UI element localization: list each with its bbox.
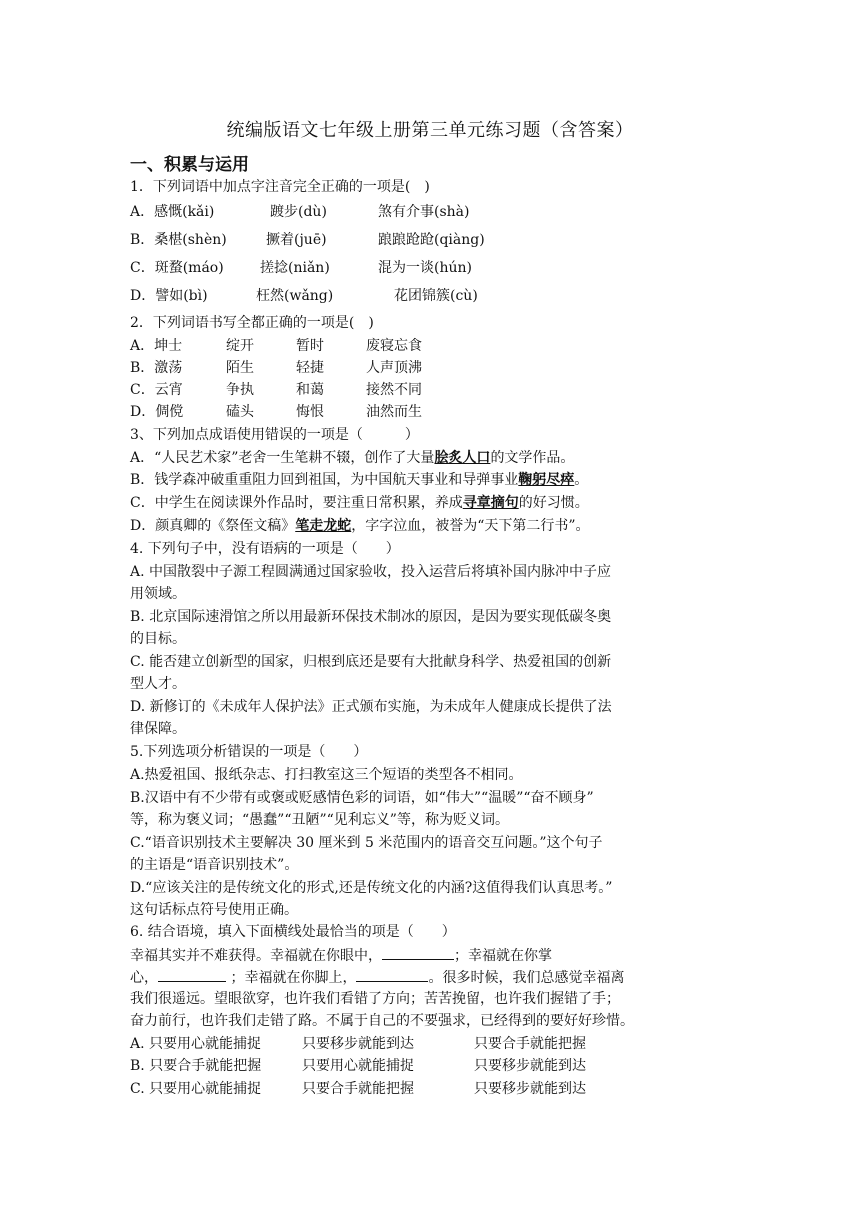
q5-option-a: A.热爱祖国、报纸杂志、打扫教室这三个短语的类型各不相同。 <box>130 767 523 783</box>
q2-b-4: 人声顶沸 <box>366 360 422 376</box>
q1-a-2: 踱步(dù) <box>270 204 327 220</box>
q4-stem: 4. 下列句子中，没有语病的一项是（ ） <box>130 541 400 557</box>
q1-option-b <box>130 230 485 250</box>
q6-p1-tail: ；幸福就在你掌 <box>454 948 552 964</box>
q3-c-idiom: 寻章摘句 <box>462 495 519 511</box>
q4-option-c-line1: C. 能否建立创新型的国家，归根到底还是要有大批献身科学、热爱祖国的创新 <box>130 654 612 670</box>
q6-passage-line3: 我们很遥远。望眼欲穿，也许我们看错了方向；苦苦挽留，也许我们握错了手； <box>130 991 620 1007</box>
q2-option-c <box>130 380 422 400</box>
q2-b-1: B．激荡 <box>130 360 183 376</box>
q6-p1-text: 幸福其实并不难获得。幸福就在你眼中， <box>130 948 382 964</box>
q2-a-1: A．坤士 <box>130 338 183 354</box>
q3-c-text: C．中学生在阅读课外作品时，要注重日常积累，养成 <box>130 495 463 511</box>
q5-option-c-line2: 的主语是“语音识别技术”。 <box>130 857 299 873</box>
q1-stem: 1．下列词语中加点字注音完全正确的一项是( ) <box>130 179 430 195</box>
q2-c-4: 接然不同 <box>366 382 422 398</box>
q2-a-2: 绽开 <box>226 338 254 354</box>
q6-a-1: A. 只要用心就能捕捉 <box>130 1036 262 1052</box>
q2-option-b <box>130 358 422 378</box>
q2-c-3: 和蔼 <box>296 382 324 398</box>
q2-option-d <box>130 402 422 422</box>
q3-c-tail: 的好习惯。 <box>518 495 589 511</box>
q4-option-c-line2: 型人才。 <box>130 676 186 692</box>
q4-option-b-line1: B. 北京国际速滑馆之所以用最新环保技术制冰的原因，是因为要实现低碳冬奥 <box>130 609 612 625</box>
q1-d-3: 花团锦簇(cù) <box>394 288 478 304</box>
q1-d-1: D．譬如(bì) <box>130 288 208 304</box>
q6-passage-line1 <box>130 945 552 966</box>
q1-b-3: 踉踉跄跄(qiàng) <box>378 232 485 248</box>
q6-c-3: 只要移步就能到达 <box>474 1081 586 1097</box>
q2-c-1: C．云宵 <box>130 382 183 398</box>
q6-p2-mid: ；幸福就在你脚上， <box>226 970 357 986</box>
q2-c-2: 争执 <box>226 382 254 398</box>
q2-option-a <box>130 336 422 356</box>
q6-c-1: C. 只要用心就能捕捉 <box>130 1081 262 1097</box>
q2-d-3: 悔恨 <box>296 404 324 420</box>
q3-d-text: D．颜真卿的《祭侄文稿》 <box>130 518 296 534</box>
q6-passage-line2 <box>130 967 624 988</box>
q4-option-b-line2: 的目标。 <box>130 631 186 647</box>
q5-option-b-line2: 等，称为褒义词；“愚蠢”“丑陋”“见利忘义”等，称为贬义词。 <box>130 812 509 828</box>
q3-d-idiom: 笔走龙蛇 <box>295 518 352 534</box>
q5-option-d-line2: 这句话标点符号使用正确。 <box>130 902 298 918</box>
q1-b-1: B．桑椹(shèn) <box>130 232 227 248</box>
q3-a-text: A．“人民艺术家”老舍一生笔耕不辍，创作了大量 <box>130 450 435 466</box>
q5-option-b-line1: B.汉语中有不少带有或褒或贬感情色彩的词语，如“伟大”“温暖”“奋不顾身” <box>130 790 594 806</box>
q6-passage-line4: 奋力前行，也许我们走错了路。不属于自己的不要强求，已经得到的要好好珍惜。 <box>130 1013 634 1029</box>
q1-d-2: 枉然(wǎng) <box>256 288 334 304</box>
q6-stem: 6. 结合语境，填入下面横线处最恰当的项是（ ） <box>130 924 456 940</box>
q2-a-4: 废寝忘食 <box>366 338 422 354</box>
q6-blank-1 <box>382 945 454 960</box>
q3-b-text: B．钱学森冲破重重阻力回到祖国，为中国航天事业和导弹事业 <box>130 472 519 488</box>
q1-c-1: C．斑蝥(máo) <box>130 260 224 276</box>
q6-a-2: 只要移步就能到达 <box>302 1036 414 1052</box>
q6-option-a <box>130 1034 586 1054</box>
q1-option-a <box>130 202 469 222</box>
q2-stem: 2．下列词语书写全都正确的一项是( ) <box>130 315 374 331</box>
q3-a-tail: 的文学作品。 <box>490 450 575 466</box>
section-heading-1: 一、积累与运用 <box>130 155 249 175</box>
q1-a-1: A．感慨(kǎi) <box>130 204 215 220</box>
q1-option-c <box>130 258 472 278</box>
q6-p2-text: 心， <box>130 970 158 986</box>
q3-b-idiom: 鞠躬尽瘁 <box>518 472 575 488</box>
q3-option-b <box>130 470 588 490</box>
q2-b-2: 陌生 <box>226 360 254 376</box>
q1-option-d <box>130 286 478 306</box>
q1-c-2: 搓捻(niǎn) <box>260 260 330 276</box>
q3-stem: 3、下列加点成语使用错误的一项是（ ） <box>130 427 419 443</box>
q3-a-idiom: 脍炙人口 <box>434 450 491 466</box>
q2-d-1: D．倜傥 <box>130 404 184 420</box>
q6-a-3: 只要合手就能把握 <box>474 1036 586 1052</box>
q4-option-a-line1: A. 中国散裂中子源工程圆满通过国家验收，投入运营后将填补国内脉冲中子应 <box>130 564 612 580</box>
q5-option-c-line1: C.“语音识别技术主要解决 30 厘米到 5 米范围内的语音交互问题。”这个句子 <box>130 835 603 851</box>
q6-blank-2 <box>158 967 226 982</box>
q1-c-3: 混为一谈(hún) <box>378 260 472 276</box>
q4-option-d-line1: D. 新修订的《未成年人保护法》正式颁布实施，为未成年人健康成长提供了法 <box>130 699 612 715</box>
q3-b-tail: 。 <box>574 472 589 488</box>
q6-b-1: B. 只要合手就能把握 <box>130 1058 262 1074</box>
q6-option-b <box>130 1056 586 1076</box>
q5-stem: 5.下列选项分析错误的一项是（ ） <box>130 744 368 760</box>
q2-d-4: 油然而生 <box>366 404 422 420</box>
q6-blank-3 <box>356 967 428 982</box>
q3-option-c <box>130 493 589 513</box>
q6-b-3: 只要移步就能到达 <box>474 1058 586 1074</box>
q1-b-2: 撅着(juē) <box>266 232 327 248</box>
document-title: 统编版语文七年级上册第三单元练习题（含答案） <box>226 120 634 141</box>
q3-d-tail: ，字字泣血，被誉为“天下第二行书”。 <box>351 518 590 534</box>
q1-a-3: 煞有介事(shà) <box>378 204 470 220</box>
q3-option-d <box>130 516 590 536</box>
q6-b-2: 只要用心就能捕捉 <box>302 1058 414 1074</box>
q4-option-a-line2: 用领域。 <box>130 586 186 602</box>
q6-option-c <box>130 1079 586 1099</box>
q3-option-a <box>130 448 574 468</box>
q6-p2-tail: 。很多时候，我们总感觉幸福离 <box>428 970 625 986</box>
q2-b-3: 轻捷 <box>296 360 324 376</box>
q2-d-2: 磕头 <box>226 404 254 420</box>
q4-option-d-line2: 律保障。 <box>130 721 186 737</box>
q2-a-3: 暂时 <box>296 338 324 354</box>
q6-c-2: 只要合手就能把握 <box>302 1081 414 1097</box>
q5-option-d-line1: D.“应该关注的是传统文化的形式,还是传统文化的内涵?这值得我们认真思考。” <box>130 880 613 896</box>
